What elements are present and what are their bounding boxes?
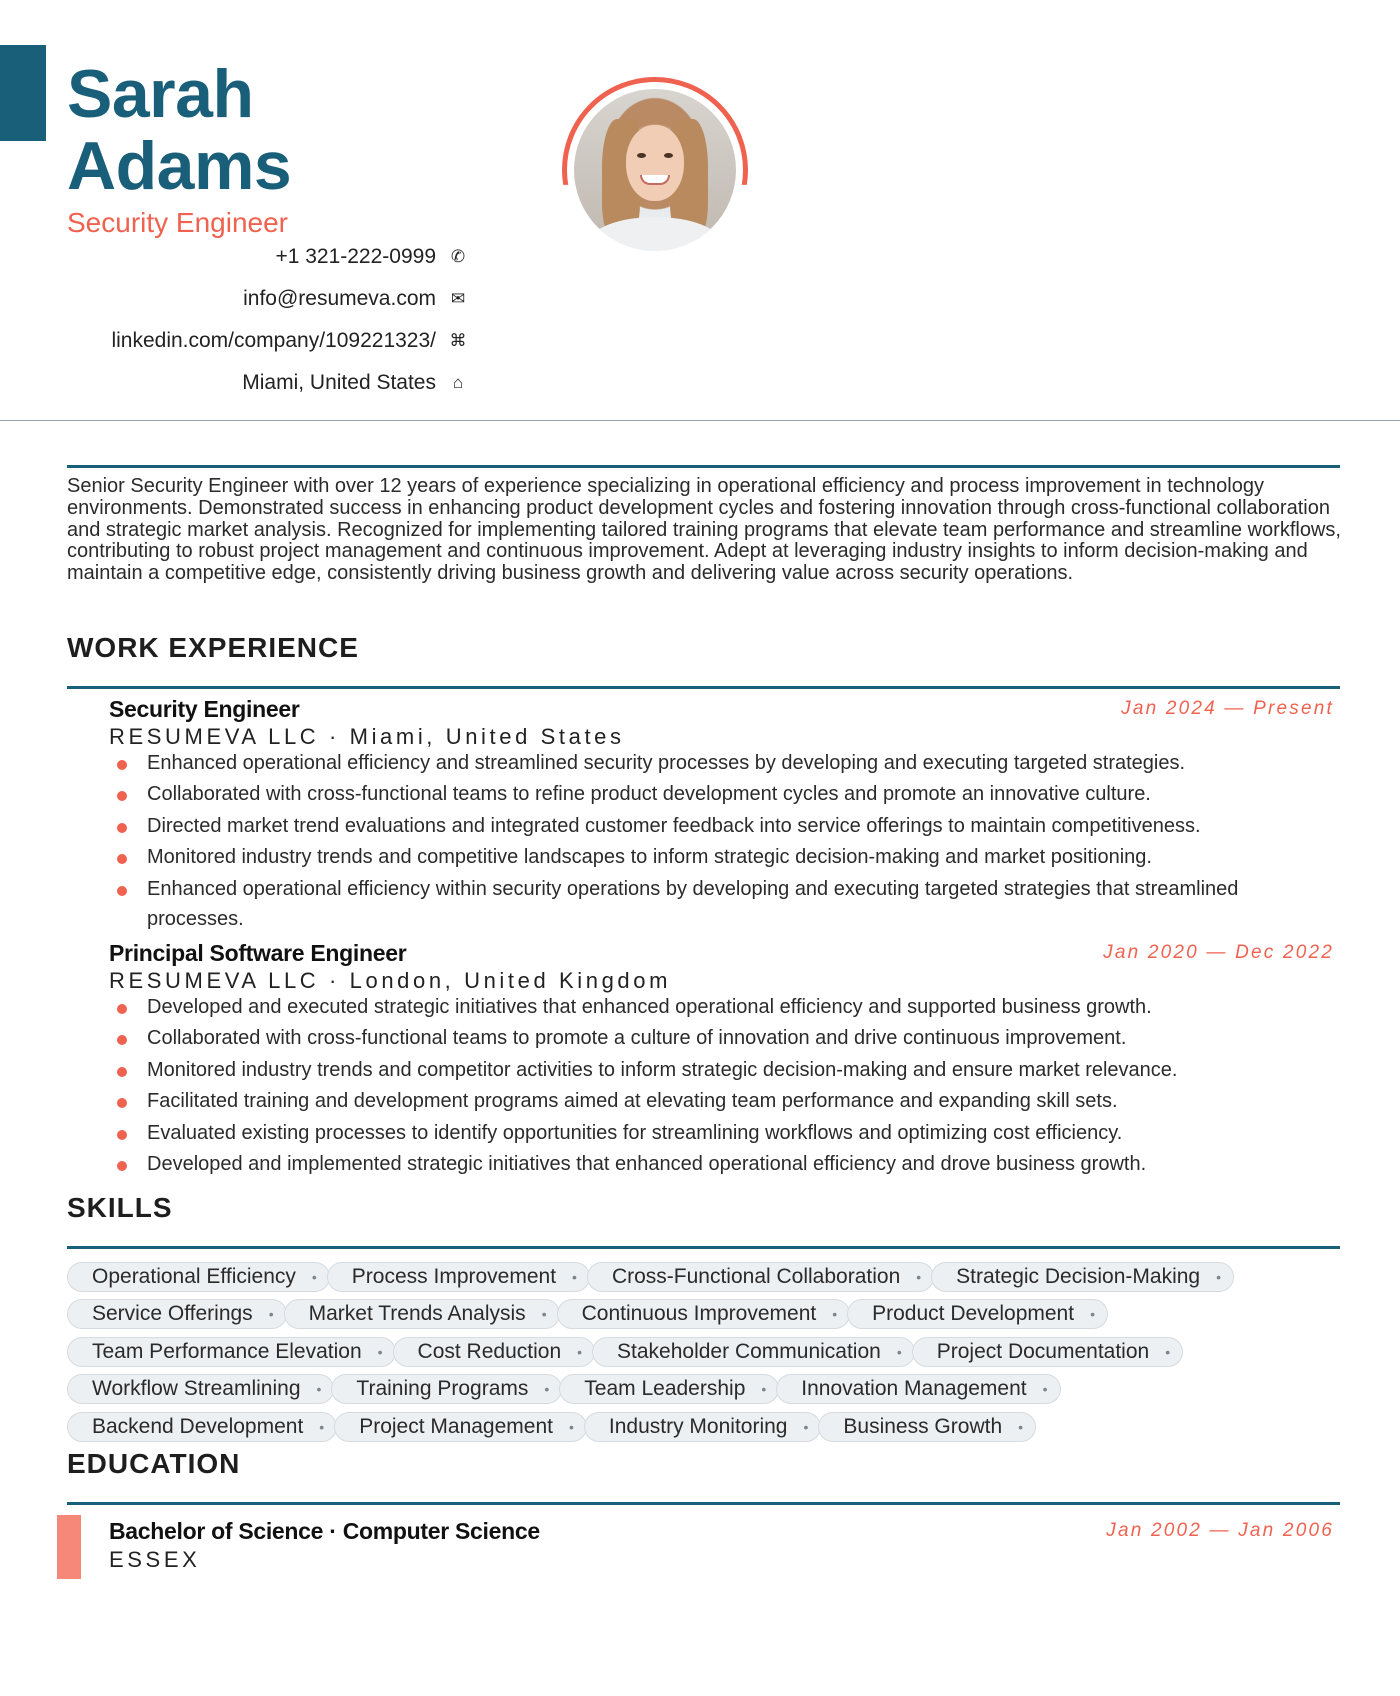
bullet-dot-icon	[117, 1035, 127, 1045]
job-dates: Jan 2024 — Present	[1121, 698, 1334, 719]
skill-row	[67, 1333, 1347, 1371]
summary-rule	[67, 465, 1340, 468]
list-item: Directed market trend evaluations and integrated customer feedback into service offerings to maintain competitiveness.	[109, 811, 1340, 842]
job-role: Security Engineer	[109, 696, 300, 722]
bullet-dot-icon	[117, 791, 127, 801]
dot-separator-icon: •	[572, 1268, 577, 1285]
school: ESSEX	[109, 1547, 201, 1572]
skill-chip: Product Development •	[847, 1299, 1108, 1329]
skill-row	[67, 1371, 1347, 1409]
job-dates: Jan 2020 — Dec 2022	[1103, 942, 1334, 963]
skill-chip: Cost Reduction •	[393, 1337, 595, 1367]
dot-separator-icon: •	[1165, 1343, 1171, 1360]
dot-separator-icon: •	[832, 1306, 838, 1323]
skill-chip: Business Growth •	[818, 1412, 1036, 1442]
contact-email	[0, 278, 480, 320]
list-item: Developed and implemented strategic initiatives that enhanced operational efficiency and drove business growth.	[109, 1149, 1340, 1180]
skill-chip: Industry Monitoring •	[584, 1412, 822, 1442]
linkedin-text[interactable]: linkedin.com/company/109221323/	[111, 329, 436, 352]
job-2-bullets	[109, 992, 1340, 1180]
skill-chip: Continuous Improvement •	[557, 1299, 851, 1329]
bullet-dot-icon	[117, 1067, 127, 1077]
skill-chip: Project Documentation •	[912, 1337, 1183, 1367]
section-title-skills: SKILLS	[67, 1192, 173, 1223]
contact-list	[0, 236, 480, 404]
dot-separator-icon: •	[311, 1268, 317, 1285]
section-title-education: EDUCATION	[67, 1448, 241, 1479]
list-item: Facilitated training and development programs aimed at elevating team performance and expanding skill sets.	[109, 1086, 1340, 1117]
header-accent-bar	[0, 45, 46, 141]
dot-separator-icon: •	[1042, 1381, 1048, 1398]
degree: Bachelor of Science · Computer Science	[109, 1518, 540, 1544]
list-item: Developed and executed strategic initiatives that enhanced operational efficiency and supported business growth.	[109, 992, 1340, 1023]
bullet-dot-icon	[117, 1098, 127, 1108]
skill-chip: Innovation Management •	[776, 1374, 1060, 1404]
mail-icon: ✉	[450, 289, 466, 308]
first-name: Sarah	[67, 56, 254, 132]
skill-chip: Strategic Decision-Making •	[931, 1262, 1234, 1292]
bullet-dot-icon	[117, 854, 127, 864]
dot-separator-icon: •	[268, 1306, 274, 1323]
skill-row	[67, 1296, 1347, 1334]
contact-phone	[0, 236, 480, 278]
bullet-dot-icon	[117, 886, 127, 896]
job-entry-1	[109, 696, 1340, 750]
contact-linkedin	[0, 320, 480, 362]
skill-chip: Process Improvement •	[327, 1262, 590, 1292]
job-entry-2	[109, 940, 1340, 994]
section-title-experience: WORK EXPERIENCE	[67, 632, 359, 663]
skill-row	[67, 1408, 1347, 1446]
email-text[interactable]: info@resumeva.com	[243, 287, 436, 310]
dot-separator-icon: •	[577, 1343, 583, 1360]
skill-chip: Training Programs •	[331, 1374, 562, 1404]
education-dates: Jan 2002 — Jan 2006	[1106, 1520, 1334, 1541]
experience-rule	[67, 686, 1340, 689]
bullet-dot-icon	[117, 823, 127, 833]
job-title: Security Engineer	[67, 207, 289, 238]
contact-location	[0, 362, 480, 404]
dot-separator-icon: •	[896, 1343, 902, 1360]
list-item: Monitored industry trends and competitive landscapes to inform strategic decision-making and market positioning.	[109, 842, 1340, 873]
dot-separator-icon: •	[377, 1343, 383, 1360]
dot-separator-icon: •	[761, 1381, 767, 1398]
list-item: Enhanced operational efficiency and streamlined security processes by developing and executing targeted strategies.	[109, 748, 1340, 779]
dot-separator-icon: •	[916, 1268, 922, 1285]
dot-separator-icon: •	[1018, 1418, 1024, 1435]
job-company: RESUMEVA LLC · Miami, United States	[109, 724, 625, 749]
dot-separator-icon: •	[316, 1381, 322, 1398]
list-item: Collaborated with cross-functional teams to refine product development cycles and promote an innovative culture.	[109, 779, 1340, 810]
list-item: Monitored industry trends and competitor activities to inform strategic decision-making and ensure market relevance.	[109, 1055, 1340, 1086]
skill-chip: Team Performance Elevation •	[67, 1337, 396, 1367]
skill-chip: Service Offerings •	[67, 1299, 287, 1329]
skill-chip: Backend Development •	[67, 1412, 337, 1442]
profile-photo	[562, 77, 748, 263]
bullet-dot-icon	[117, 760, 127, 770]
dot-separator-icon: •	[544, 1381, 550, 1398]
summary-paragraph: Senior Security Engineer with over 12 years of experience specializing in operational efficiency and process improvement in technology environments. Demonstrated success in enhancing product development cycles and fostering innovation through cross-functional collaboration and strategic market analysis. Recognized for implementing tailored training programs that elevate team performance and streamline workflows, contributing to robust project management and continuous improvement. Adept at leveraging industry insights to inform decision-making and maintain a competitive edge, consistently driving business growth and delivering value across security operations.	[67, 475, 1341, 585]
skill-chip: Stakeholder Communication •	[592, 1337, 915, 1367]
dot-separator-icon: •	[803, 1418, 809, 1435]
list-item: Collaborated with cross-functional teams to promote a culture of innovation and drive continuous improvement.	[109, 1023, 1340, 1054]
job-company: RESUMEVA LLC · London, United Kingdom	[109, 968, 672, 993]
list-item: Evaluated existing processes to identify opportunities for streamlining workflows and optimizing cost efficiency.	[109, 1118, 1340, 1149]
dot-separator-icon: •	[319, 1418, 325, 1435]
job-1-bullets	[109, 748, 1340, 934]
education-entry	[109, 1518, 1340, 1573]
skills-rule	[67, 1246, 1340, 1249]
skill-chip: Workflow Streamlining •	[67, 1374, 334, 1404]
phone-text[interactable]: +1 321-222-0999	[275, 245, 436, 268]
dot-separator-icon: •	[568, 1418, 574, 1435]
phone-icon: ✆	[450, 247, 466, 266]
skill-row	[67, 1258, 1347, 1296]
skills-list	[67, 1258, 1347, 1446]
skill-chip: Operational Efficiency •	[67, 1262, 330, 1292]
job-role: Principal Software Engineer	[109, 940, 407, 966]
location-text: Miami, United States	[242, 371, 436, 394]
education-rule	[67, 1502, 1340, 1505]
dot-separator-icon: •	[541, 1306, 547, 1323]
dot-separator-icon: •	[1090, 1306, 1095, 1323]
bullet-dot-icon	[117, 1161, 127, 1171]
list-item: Enhanced operational efficiency within security operations by developing and executing targeted strategies that streamlined processes.	[109, 874, 1340, 934]
skill-chip: Team Leadership •	[559, 1374, 779, 1404]
bullet-dot-icon	[117, 1130, 127, 1140]
last-name: Adams	[67, 128, 292, 204]
skill-chip: Project Management •	[334, 1412, 587, 1442]
skill-chip: Cross-Functional Collaboration •	[587, 1262, 934, 1292]
skill-chip: Market Trends Analysis •	[284, 1299, 560, 1329]
home-icon: ⌂	[452, 373, 464, 392]
header-divider	[0, 420, 1400, 421]
dot-separator-icon: •	[1216, 1268, 1222, 1285]
link-icon: ⌘	[449, 331, 467, 350]
bullet-dot-icon	[117, 1004, 127, 1014]
candidate-name	[67, 58, 291, 202]
education-accent-bar	[57, 1515, 81, 1579]
avatar	[574, 89, 736, 251]
